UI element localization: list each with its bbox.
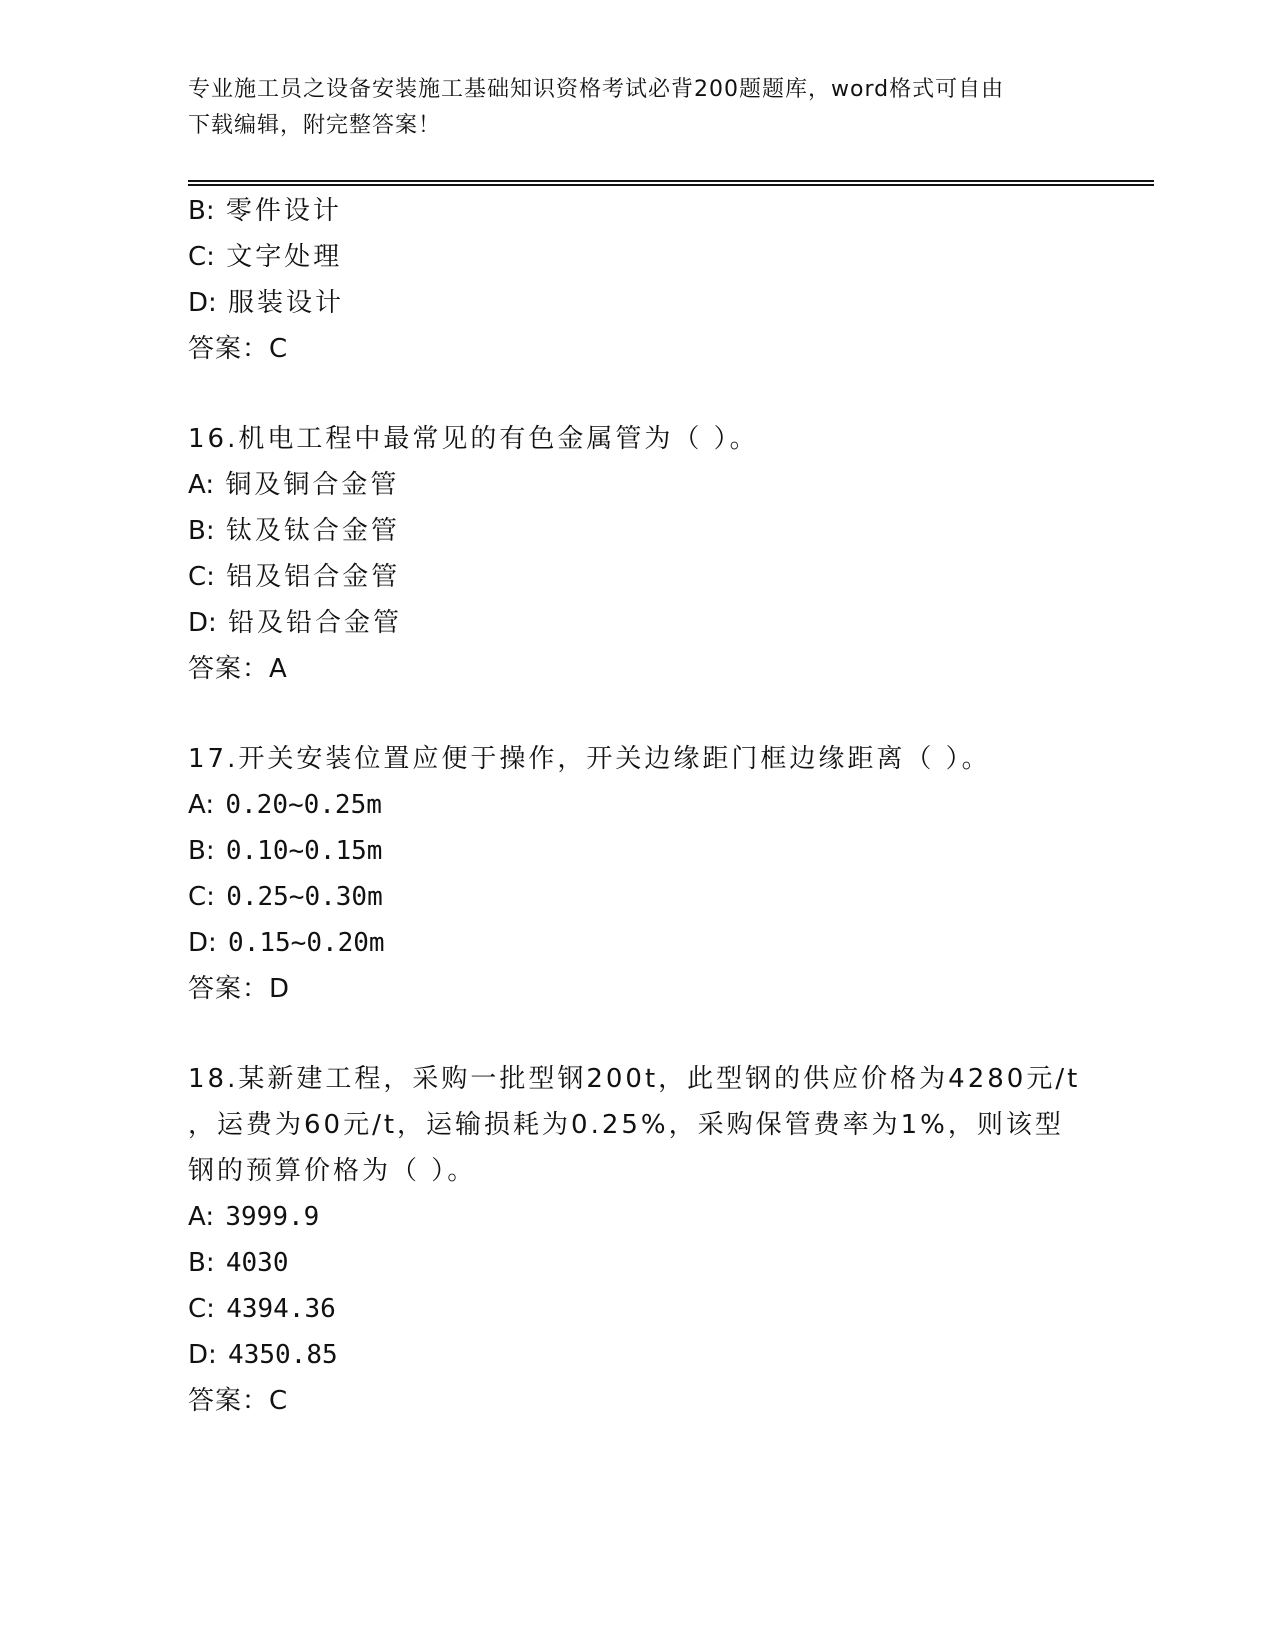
option-b (188, 1240, 1088, 1286)
answer-line: 答案：A (188, 654, 288, 684)
option-key: D: (188, 288, 217, 318)
option-key: C: (188, 882, 215, 912)
question-stem-line-1: 18.某新建工程，采购一批型钢200t，此型钢的供应价格为4280元/t (188, 1064, 1081, 1094)
option-d (188, 1332, 1088, 1378)
option-text: 0.10~0.15m (225, 836, 383, 866)
option-text: 铅及铅合金管 (228, 608, 403, 638)
option-key: B: (188, 516, 215, 546)
option-text: 4350.85 (228, 1340, 338, 1370)
option-key: B: (188, 836, 215, 866)
option-text: 0.20~0.25m (225, 790, 382, 820)
option-text: 0.25~0.30m (226, 882, 383, 912)
option-key: C: (188, 242, 215, 272)
option-d (188, 600, 1088, 646)
option-key: A: (188, 470, 215, 500)
option-text: 文字处理 (226, 242, 343, 272)
option-key: D: (188, 928, 217, 958)
option-d (188, 920, 1088, 966)
option-text: 零件设计 (225, 196, 342, 226)
question-block-prev (188, 188, 1088, 372)
option-b (188, 188, 1088, 234)
question-block-18 (188, 1056, 1088, 1424)
document-header (188, 72, 1068, 144)
question-stem: 16.机电工程中最常见的有色金属管为（ ）。 (188, 424, 759, 454)
header-line-1: 专业施工员之设备安装施工基础知识资格考试必背200题题库，word格式可自由 (188, 77, 1005, 102)
option-c (188, 1286, 1088, 1332)
option-text: 4030 (225, 1248, 289, 1278)
option-text: 铜及铜合金管 (225, 470, 400, 500)
option-c (188, 874, 1088, 920)
answer-line: 答案：C (188, 334, 289, 364)
option-key: D: (188, 608, 217, 638)
option-key: B: (188, 1248, 215, 1278)
option-key: C: (188, 562, 215, 592)
question-block-16 (188, 416, 1088, 692)
answer-line: 答案：D (188, 974, 291, 1004)
option-text: 3999.9 (225, 1202, 320, 1232)
option-key: D: (188, 1340, 217, 1370)
option-text: 服装设计 (228, 288, 345, 318)
option-a (188, 462, 1088, 508)
question-block-17 (188, 736, 1088, 1012)
option-key: A: (188, 1202, 215, 1232)
option-c (188, 554, 1088, 600)
option-key: B: (188, 196, 215, 226)
question-stem-line-3: 钢的预算价格为（ ）。 (188, 1156, 477, 1186)
option-text: 钛及钛合金管 (225, 516, 400, 546)
option-b (188, 828, 1088, 874)
header-line-2: 下载编辑，附完整答案！ (188, 113, 442, 138)
option-b (188, 508, 1088, 554)
header-divider-bottom (188, 184, 1154, 186)
option-key: C: (188, 1294, 215, 1324)
option-key: A: (188, 790, 215, 820)
option-a (188, 782, 1088, 828)
option-d (188, 280, 1088, 326)
answer-line: 答案：C (188, 1386, 289, 1416)
header-divider-top (188, 180, 1154, 182)
document-body (188, 188, 1088, 1424)
option-text: 4394.36 (226, 1294, 336, 1324)
option-text: 铝及铝合金管 (226, 562, 401, 592)
option-c (188, 234, 1088, 280)
question-stem-line-2: ，运费为60元/t，运输损耗为0.25%，采购保管费率为1%，则该型 (188, 1110, 1064, 1140)
option-a (188, 1194, 1088, 1240)
option-text: 0.15~0.20m (228, 928, 385, 958)
question-stem: 17.开关安装位置应便于操作，开关边缘距门框边缘距离（ ）。 (188, 744, 991, 774)
